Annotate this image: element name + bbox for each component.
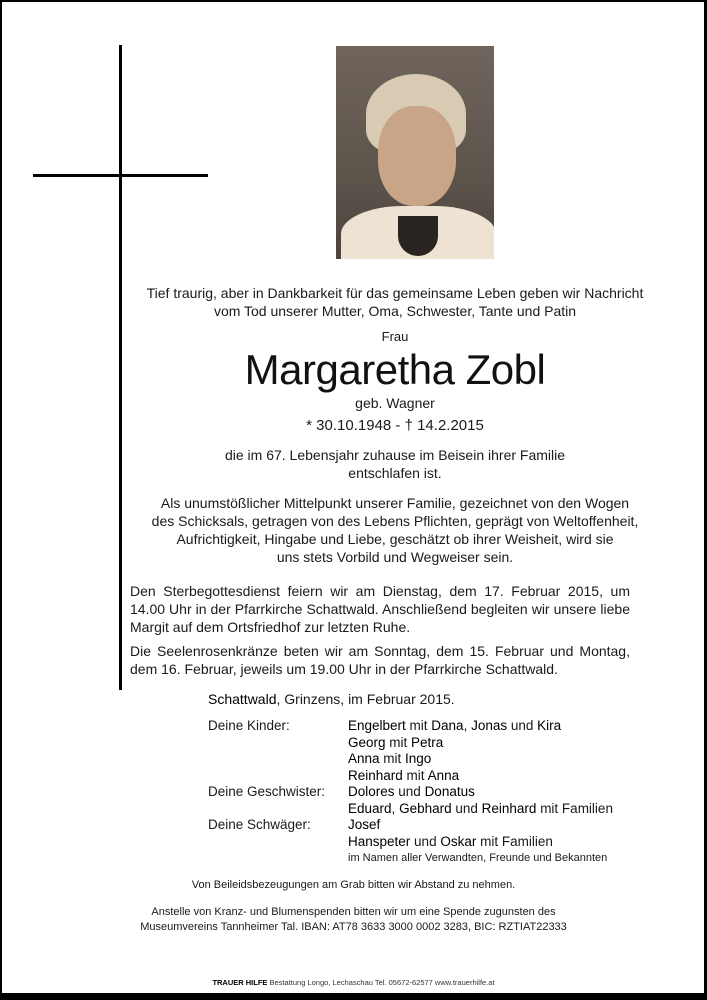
- family-connector: und: [507, 718, 538, 733]
- footer-brand: TRAUER HILFE: [212, 978, 268, 987]
- family-member-name: Reinhard: [481, 800, 537, 816]
- death-line: entschlafen ist.: [348, 465, 442, 481]
- family-connector: mit: [379, 751, 406, 766]
- family-members: [348, 801, 660, 818]
- family-members: [348, 784, 660, 801]
- portrait-photo: [336, 46, 494, 259]
- family-row: [208, 751, 660, 768]
- place-date: [208, 690, 660, 708]
- family-connector: mit Familien: [476, 833, 553, 849]
- family-label: [208, 801, 348, 818]
- family-connector: mit: [385, 734, 412, 750]
- family-label: Deine Kinder:: [208, 718, 290, 733]
- family-members: [348, 718, 660, 735]
- family-row: [208, 718, 660, 735]
- family-row: [208, 817, 660, 834]
- family-connector: ,: [391, 800, 400, 816]
- family-member-name: Dana: [431, 718, 464, 733]
- cross-icon-bar: [33, 174, 208, 177]
- family-label: [208, 751, 348, 768]
- condolence-note: Von Beileidsbezeugungen am Grab bitten wir Abstand zu nehmen.: [191, 879, 516, 891]
- family-member-name: Kira: [537, 718, 562, 733]
- family-connector: und: [451, 800, 482, 816]
- family-member-name: Josef: [348, 817, 381, 832]
- family-connector: mit: [402, 767, 428, 783]
- family-member-name: Engelbert: [348, 718, 406, 733]
- family-label: [208, 768, 348, 785]
- family-member-name: Oskar: [440, 833, 477, 849]
- family-label: Deine Geschwister:: [208, 784, 326, 799]
- tribute-line: Als unumstößlicher Mittelpunkt unserer Familie, gezeichnet von den Wogen: [160, 495, 630, 511]
- family-connector: und: [394, 784, 425, 799]
- intro-line: Tief traurig, aber in Dankbarkeit für das gemeinsame Leben geben wir Nachricht: [146, 285, 644, 301]
- family-member-name: Ingo: [405, 751, 432, 766]
- family-label: [208, 735, 348, 752]
- family-member-name: Anna: [427, 767, 460, 783]
- family-members: [348, 768, 660, 785]
- tribute-line: des Schicksals, getragen von des Lebens Pflichten, geprägt von Weltoffenheit,: [151, 513, 639, 529]
- family-member-name: Georg: [348, 734, 386, 750]
- notice-body: [130, 284, 660, 935]
- family-row: [208, 834, 660, 851]
- family-connector: und: [410, 833, 441, 849]
- family-row: [208, 768, 660, 785]
- footer: [0, 978, 707, 988]
- family-member-name: Anna: [348, 751, 380, 766]
- salutation: Frau: [381, 329, 409, 344]
- deceased-name: Margaretha Zobl: [244, 346, 546, 393]
- family-members: [348, 735, 660, 752]
- funeral-info: Den Sterbegottesdienst feiern wir am Dienstag, dem 17. Februar 2015, um 14.00 Uhr in der Pfarrkirche Schattwald. Anschließend begleiten wir unsere liebe Margit auf dem Ortsfriedhof zur letzten Ruhe.: [130, 583, 630, 635]
- family-member-name: Eduard: [348, 800, 392, 816]
- family-label: [208, 834, 348, 851]
- family-connector: mit Familien: [536, 800, 613, 816]
- family-connector: ,: [463, 718, 472, 733]
- maiden-name: geb. Wagner: [355, 395, 435, 411]
- intro-line: vom Tod unserer Mutter, Oma, Schwester, Tante und Patin: [213, 303, 577, 319]
- family-member-name: Gebhard: [399, 800, 452, 816]
- family-row: [208, 735, 660, 752]
- family-member-name: Petra: [411, 734, 444, 750]
- place-bold: Schattwald: [208, 691, 277, 707]
- family-row: [208, 801, 660, 818]
- place-rest: , Grinzens, im Februar 2015.: [276, 691, 455, 707]
- life-dates: * 30.10.1948 - † 14.2.2015: [306, 417, 484, 434]
- family-member-name: Donatus: [424, 784, 475, 799]
- family-members: [348, 834, 660, 851]
- donation-line: Museumvereins Tannheimer Tal. IBAN: AT78 3633 3000 0002 3283, BIC: RZTIAT22333: [140, 921, 567, 933]
- family-label: Deine Schwäger:: [208, 817, 311, 832]
- family-list: [208, 718, 660, 850]
- family-row: [208, 784, 660, 801]
- tribute-line: Aufrichtigkeit, Hingabe und Liebe, geschätzt ob ihrer Weisheit, wird sie: [176, 531, 614, 547]
- cross-icon: [119, 45, 122, 690]
- rosary-info: Die Seelenrosenkränze beten wir am Sonntag, dem 15. Februar und Montag, dem 16. Februar, jeweils um 19.00 Uhr in der Pfarrkirche Schattwald.: [130, 643, 630, 677]
- family-member-name: Dolores: [348, 784, 395, 799]
- family-members: [348, 817, 660, 834]
- family-connector: mit: [405, 718, 432, 733]
- footer-text: Bestattung Longo, Lechaschau Tel. 05672-62577 www.trauerhilfe.at: [267, 978, 495, 987]
- tribute-line: uns stets Vorbild und Wegweiser sein.: [276, 549, 514, 565]
- death-line: die im 67. Lebensjahr zuhause im Beisein ihrer Familie: [224, 447, 566, 463]
- family-members: [348, 751, 660, 768]
- donation-line: Anstelle von Kranz- und Blumenspenden bitten wir um eine Spende zugunsten des: [151, 906, 556, 918]
- family-member-name: Hanspeter: [348, 833, 411, 849]
- relatives-line: im Namen aller Verwandten, Freunde und Bekannten: [348, 852, 608, 864]
- family-member-name: Jonas: [471, 718, 508, 733]
- family-member-name: Reinhard: [348, 767, 403, 783]
